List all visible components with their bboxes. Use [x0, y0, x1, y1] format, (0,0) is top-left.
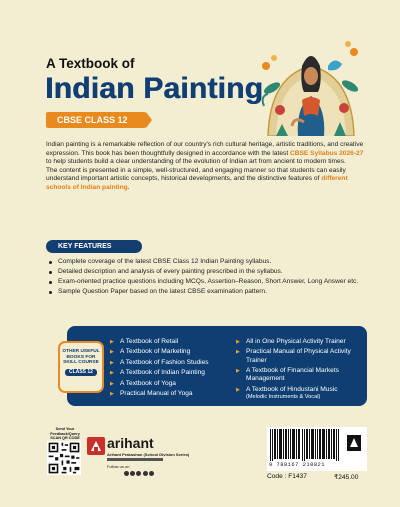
brand-subtitle: Arihant Prakashan (School Division Series): [107, 452, 190, 457]
instagram-icon[interactable]: [130, 471, 135, 476]
list-item: ▶ A Textbook of Marketing: [110, 348, 230, 356]
follow-us-label: Follow us on: [107, 464, 130, 469]
class-badge: CBSE CLASS 12: [46, 112, 146, 128]
barcode-box: [267, 427, 367, 471]
barcode-icon: [270, 429, 340, 461]
book-list-right: [236, 338, 364, 403]
list-item: ▶ A Textbook of Fashion Studies: [110, 359, 230, 367]
arihant-logo-icon: [87, 437, 105, 455]
book-title: Indian Painting: [45, 72, 263, 105]
syllabus-highlight: CBSE Syllabus 2026-27: [290, 149, 364, 157]
product-code: Code : F1437: [267, 473, 307, 480]
brand-name: arihant: [107, 435, 154, 451]
linkedin-icon[interactable]: [149, 471, 154, 476]
list-item: ▶ A Textbook of Yoga: [110, 380, 230, 388]
other-books-label-box: [58, 341, 104, 393]
list-item: ▶ All in One Physical Activity Trainer: [236, 338, 364, 346]
list-item: ▶ Practical Manual of Yoga: [110, 390, 230, 398]
description-paragraph: The content is presented in a simple, well-structured, and engaging manner so that students can easily understand important artistic concepts, historical developments, and the distinctive features of different schools of Indian painting.: [46, 166, 348, 191]
qr-label: Send Your Feedback/Query SCAN QR CODE: [50, 427, 80, 441]
list-item: Detailed description and analysis of every painting prescribed in the syllabus.: [46, 268, 366, 277]
list-item: ▶ A Textbook of Indian Painting: [110, 369, 230, 377]
key-features-heading: KEY FEATURES: [46, 240, 142, 253]
list-item: Sample Question Paper based on the latest CBSE examination pattern.: [46, 288, 366, 297]
key-features-list: [46, 258, 366, 298]
painting-illustration-icon: [258, 36, 364, 136]
description-paragraph: Indian painting is a remarkable reflection of our country's rich cultural heritage, artistic traditions, and creative expression. This book has been thoughtfully designed in accordance with the latest CBSE Syllabus 2026-27 to help students build a clear understanding of the evolution of Indian art from ancient to modern times.: [46, 141, 364, 166]
list-item: ▶ A Textbook of Financial Markets Management: [236, 367, 364, 383]
list-item: Complete coverage of the latest CBSE Class 12 Indian Painting syllabus.: [46, 258, 366, 267]
class-label: CLASS 12: [65, 369, 97, 376]
price: ₹245.00: [334, 474, 359, 481]
list-item: ▶ A Textbook of Hindustani Music (Melodic Instruments & Vocal): [236, 386, 364, 401]
list-item: ▶ Practical Manual of Physical Activity Trainer: [236, 348, 364, 364]
publisher-mark-icon: [347, 435, 361, 451]
twitter-icon[interactable]: [143, 471, 148, 476]
brand-address-strip: [107, 458, 163, 461]
list-item: Exam-oriented practice questions including MCQs, Assertion–Reason, Short Answer, Long Answer etc.: [46, 278, 366, 287]
other-books-label: OTHER USEFUL BOOKS FOR SKILL COURSE: [62, 349, 100, 366]
book-subtitle: A Textbook of: [46, 56, 135, 71]
schools-highlight: different schools of Indian painting: [46, 175, 348, 191]
book-description: [46, 141, 366, 193]
barcode-number: 9 788167 210821: [269, 462, 326, 468]
list-item: ▶ A Textbook of Retail: [110, 338, 230, 346]
qr-code-icon[interactable]: [47, 441, 81, 475]
facebook-icon[interactable]: [124, 471, 129, 476]
book-list-left: [110, 338, 230, 400]
social-icons: [124, 463, 155, 481]
youtube-icon[interactable]: [136, 471, 141, 476]
